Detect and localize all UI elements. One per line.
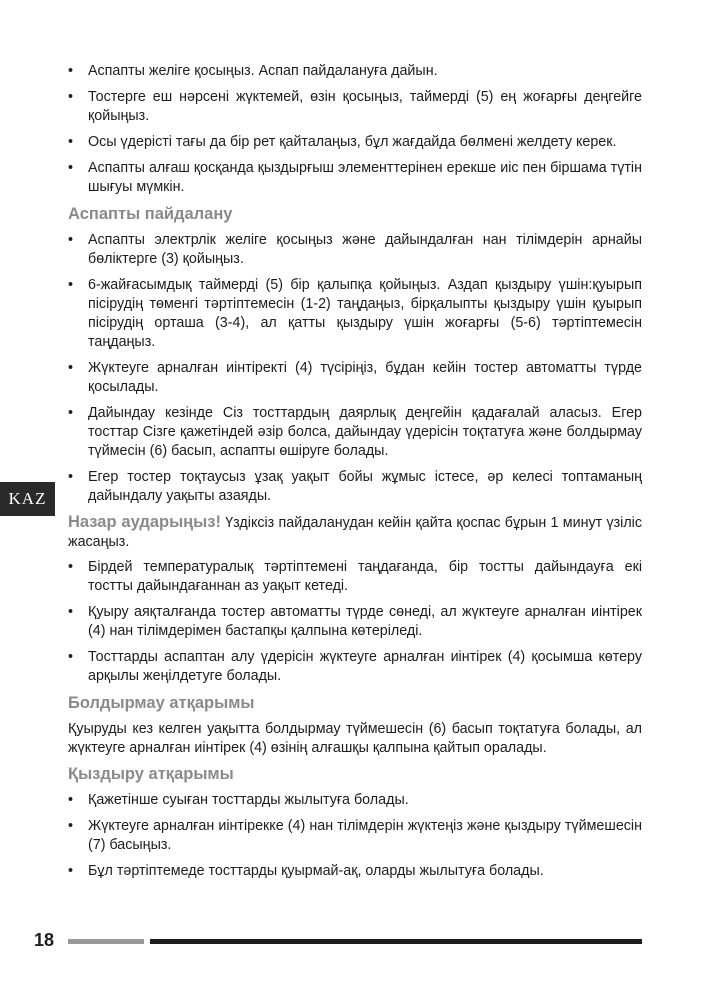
- section-heading-use: Аспапты пайдалану: [68, 205, 233, 223]
- bullet-icon: •: [68, 559, 74, 575]
- heat-list: [68, 791, 642, 881]
- bullet-icon: •: [68, 604, 74, 620]
- list-item: • Аспапты алғаш қосқанда қыздырғыш элементтерінен ерекше иіс пен біршама түтін шығуы мүмкін.: [68, 160, 642, 195]
- list-item: • Жүктеуге арналған иінтірекке (4) нан тілімдерін жүктеңіз және қыздыру түймешесін (7) басыңыз.: [68, 818, 642, 853]
- page-number: 18: [34, 930, 55, 950]
- bullet-icon: •: [68, 277, 74, 293]
- footer-rule-black: [150, 939, 642, 944]
- bullet-icon: •: [68, 818, 74, 834]
- bullet-icon: •: [68, 160, 74, 176]
- list-item: • Қажетінше суыған тосттарды жылытуға болады.: [68, 792, 409, 808]
- bullet-icon: •: [68, 232, 74, 248]
- bullet-icon: •: [68, 792, 74, 808]
- section-heading-cancel: Болдырмау атқарымы: [68, 694, 255, 712]
- list-item: • Егер тостер тоқтаусыз ұзақ уақыт бойы жұмыс істесе, әр келесі топтаманың дайындалу уақыты азаяды.: [68, 469, 642, 504]
- bullet-icon: •: [68, 649, 74, 665]
- page-content: [68, 62, 642, 888]
- attention-paragraph: [68, 513, 642, 552]
- bullet-icon: •: [68, 469, 74, 485]
- list-item: • Тосттарды аспаптан алу үдерісін жүктеуге арналған иінтірек (4) қосымша көтеру арқылы жеңілдетуге болады.: [68, 649, 642, 684]
- list-item: • Қуыру аяқталғанда тостер автоматты түрде сөнеді, ал жүктеуге арналған иінтірек (4) нан тілімдерімен бастапқы қалпына көтеріледі.: [68, 604, 642, 639]
- intro-list: [68, 62, 642, 197]
- list-item: • Осы үдерісті тағы да бір рет қайталаңыз, бұл жағдайда бөлмені желдету керек.: [68, 134, 617, 150]
- cancel-paragraph: Қуыруды кез келген уақытта болдырмау түймешесін (6) басып тоқтатуға болады, ал жүктеуге арналған иінтірек (4) өзінің алғашқы қалпына қайтып оралады.: [68, 721, 642, 756]
- list-item: • Жүктеуге арналған иінтіректі (4) түсіріңіз, бұдан кейін тостер автоматты түрде қосылады.: [68, 360, 642, 395]
- list-item: • Бұл тәртіптемеде тосттарды қуырмай-ақ, оларды жылытуға болады.: [68, 863, 544, 879]
- use-list: [68, 231, 642, 506]
- language-tab: [0, 482, 55, 516]
- footer-rule-gray: [68, 939, 144, 944]
- list-item: • Аспапты желіге қосыңыз. Аспап пайдалануға дайын.: [68, 63, 438, 79]
- list-item: • 6-жайғасымдық таймерді (5) бір қалыпқа қойыңыз. Аздап қыздыру үшін:қуырып пісірудің төменгі тәртіптемесін (1-2) таңдаңыз, бірқалыпты қыздыру үшін қуырып пісірудің орташа (3-4), ал қатты қыздыру үшін жоғарғы (5-6) тәртіптемесін таңдаңыз.: [68, 277, 642, 350]
- list-item: • Дайындау кезінде Сіз тосттардың даярлық деңгейін қадағалай аласыз. Егер тосттар Сізге қажетіндей әзір болса, дайындау үдерісін тоқтатуға және болдырмау түймесін (6) басып, аспапты өшіруге болады.: [68, 405, 642, 459]
- attention-text: Үздіксіз пайдаланудан кейін қайта қоспас бұрын 1 минут үзіліс жасаңыз.: [68, 515, 642, 550]
- attention-title: Назар аударыңыз!: [68, 513, 221, 531]
- section-heading-heat: Қыздыру атқарымы: [68, 765, 234, 783]
- bullet-icon: •: [68, 360, 74, 376]
- bullet-icon: •: [68, 405, 74, 421]
- bullet-icon: •: [68, 63, 74, 79]
- list-item: • Тостерге еш нәрсені жүктемей, өзін қосыңыз, таймерді (5) ең жоғарғы деңгейге қойыңыз.: [68, 89, 642, 124]
- language-tab-label: KAZ: [8, 489, 47, 508]
- list-item: • Бірдей температуралық тәртіптемені таңдағанда, бір тостты дайындауға екі тостты дайындағаннан аз уақыт кетеді.: [68, 559, 642, 594]
- bullet-icon: •: [68, 89, 74, 105]
- list-item: • Аспапты электрлік желіге қосыңыз және дайындалған нан тілімдерін арнайы бөліктерге (3) қойыңыз.: [68, 232, 642, 267]
- bullet-icon: •: [68, 863, 74, 879]
- bullet-icon: •: [68, 134, 74, 150]
- attention-list: [68, 558, 642, 686]
